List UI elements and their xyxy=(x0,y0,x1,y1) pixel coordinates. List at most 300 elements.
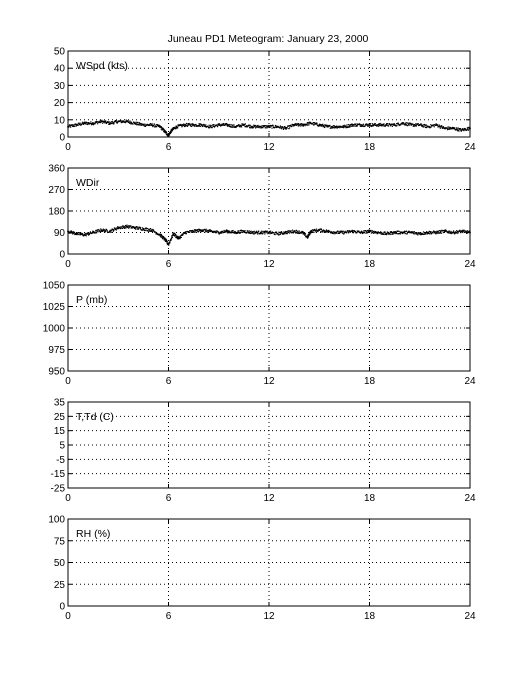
data-point xyxy=(355,124,356,125)
data-point xyxy=(113,229,114,230)
data-point xyxy=(74,126,75,127)
data-point xyxy=(154,123,155,124)
data-point xyxy=(448,129,449,130)
data-point xyxy=(312,232,313,233)
x-tick-label: 18 xyxy=(363,493,376,504)
data-point xyxy=(287,231,288,232)
data-point xyxy=(432,232,433,233)
data-point xyxy=(246,232,247,233)
data-point xyxy=(184,126,185,127)
data-point xyxy=(194,231,195,232)
data-point xyxy=(367,124,368,125)
x-tick-label: 6 xyxy=(165,611,172,622)
data-point xyxy=(336,125,337,126)
data-point xyxy=(424,124,425,125)
data-point xyxy=(79,232,80,233)
x-tick-label: 24 xyxy=(464,142,476,153)
data-point xyxy=(425,233,426,234)
data-point xyxy=(307,238,308,239)
data-point xyxy=(102,123,103,124)
data-point xyxy=(434,231,435,232)
y-tick-label: 90 xyxy=(53,228,65,239)
data-point xyxy=(393,233,394,234)
data-point xyxy=(410,123,411,124)
data-point xyxy=(312,123,313,124)
data-point xyxy=(135,227,136,228)
data-point xyxy=(309,234,310,235)
data-point xyxy=(253,233,254,234)
data-point xyxy=(223,123,224,124)
data-point xyxy=(206,229,207,230)
data-point xyxy=(418,123,419,124)
data-point xyxy=(387,123,388,124)
data-point xyxy=(281,231,282,232)
data-point xyxy=(185,231,186,232)
data-point xyxy=(439,124,440,125)
data-point xyxy=(245,123,246,124)
data-point xyxy=(466,231,467,232)
data-point xyxy=(429,126,430,127)
y-tick-label: 25 xyxy=(53,411,65,423)
data-point xyxy=(95,232,96,233)
panel-1 xyxy=(48,164,476,271)
data-point xyxy=(168,245,169,246)
data-point xyxy=(70,232,71,233)
data-point xyxy=(152,123,153,124)
data-point xyxy=(372,230,373,231)
data-point xyxy=(333,233,334,234)
data-point xyxy=(137,227,138,228)
data-point xyxy=(109,121,110,122)
y-tick-label: 75 xyxy=(53,536,65,548)
data-point xyxy=(255,127,256,128)
data-point xyxy=(469,232,471,234)
data-point xyxy=(169,134,170,135)
data-point xyxy=(191,126,192,127)
x-tick-label: 6 xyxy=(165,493,172,504)
data-point xyxy=(226,123,227,124)
data-point xyxy=(449,231,450,232)
y-tick-label: -15 xyxy=(50,469,65,481)
data-point xyxy=(327,231,328,232)
data-point xyxy=(104,229,105,230)
data-point xyxy=(282,127,283,128)
data-point xyxy=(150,228,151,229)
data-point xyxy=(189,124,190,125)
data-point xyxy=(313,232,314,233)
data-point xyxy=(145,230,146,231)
data-point xyxy=(199,124,200,125)
data-point xyxy=(78,124,79,125)
data-point xyxy=(380,233,381,234)
data-point xyxy=(290,230,291,231)
data-point xyxy=(397,233,398,234)
data-point xyxy=(353,232,354,233)
data-point xyxy=(408,125,409,126)
data-point xyxy=(357,125,358,126)
data-point xyxy=(262,233,263,234)
data-point xyxy=(457,233,458,234)
data-point xyxy=(170,240,171,241)
data-point xyxy=(129,227,130,228)
data-point xyxy=(80,123,81,124)
data-point xyxy=(329,125,330,126)
data-point xyxy=(338,231,339,232)
data-point xyxy=(406,231,407,232)
data-point xyxy=(252,231,253,232)
data-point xyxy=(458,130,459,131)
data-point xyxy=(298,230,299,231)
data-point xyxy=(270,231,271,232)
panel-label: P (mb) xyxy=(76,294,108,306)
data-point xyxy=(136,122,137,123)
data-point xyxy=(378,126,379,127)
data-point xyxy=(251,231,252,232)
data-point xyxy=(394,123,395,124)
data-point xyxy=(262,125,263,126)
data-point xyxy=(363,232,364,233)
data-point xyxy=(85,235,86,236)
data-point xyxy=(306,123,307,124)
data-point xyxy=(140,123,141,124)
data-point xyxy=(183,123,184,124)
data-point xyxy=(167,241,168,242)
y-tick-label: 0 xyxy=(59,249,65,261)
data-point xyxy=(364,126,365,127)
data-point xyxy=(460,128,461,129)
data-point xyxy=(469,128,471,130)
y-tick-label: 30 xyxy=(53,80,65,92)
data-point xyxy=(113,122,114,123)
data-point xyxy=(135,229,136,230)
data-point xyxy=(75,126,76,127)
data-point xyxy=(175,235,176,236)
data-point xyxy=(298,123,299,124)
data-point xyxy=(388,125,389,126)
x-tick-label: 18 xyxy=(363,259,376,270)
data-point xyxy=(458,128,459,129)
data-point xyxy=(450,232,451,233)
x-tick-label: 0 xyxy=(65,259,71,270)
y-tick-label: 360 xyxy=(48,163,65,175)
data-point xyxy=(416,125,417,126)
data-point xyxy=(294,230,295,231)
data-point xyxy=(222,125,223,126)
data-point xyxy=(448,126,449,127)
data-point xyxy=(380,123,381,124)
data-point xyxy=(172,130,173,131)
data-point xyxy=(254,126,255,127)
data-point xyxy=(86,235,87,236)
data-point xyxy=(129,122,130,123)
data-point xyxy=(137,122,138,123)
x-tick-label: 24 xyxy=(464,376,476,387)
data-point xyxy=(271,128,272,129)
data-point xyxy=(106,123,107,124)
y-tick-label: 25 xyxy=(53,579,65,591)
data-point xyxy=(426,127,427,128)
data-point xyxy=(296,125,297,126)
x-tick-label: 24 xyxy=(464,493,476,504)
data-point xyxy=(305,233,306,234)
data-point xyxy=(120,228,121,229)
data-point xyxy=(274,234,275,235)
data-point xyxy=(147,228,148,229)
data-point xyxy=(369,126,370,127)
data-point xyxy=(364,232,365,233)
data-point xyxy=(262,127,263,128)
data-point xyxy=(273,232,274,233)
data-point xyxy=(438,231,439,232)
x-tick-label: 0 xyxy=(65,493,71,504)
data-point xyxy=(280,232,281,233)
data-point xyxy=(316,123,317,124)
data-point xyxy=(370,231,371,232)
data-point xyxy=(348,232,349,233)
y-tick-label: -5 xyxy=(56,454,65,466)
panel-4 xyxy=(48,515,476,623)
data-point xyxy=(205,231,206,232)
data-point xyxy=(413,233,414,234)
panel-3 xyxy=(51,398,476,505)
panel-label: WDir xyxy=(76,177,100,189)
y-tick-label: 950 xyxy=(48,366,65,378)
data-point xyxy=(132,123,133,124)
data-point xyxy=(399,231,400,232)
data-point xyxy=(391,232,392,233)
data-point xyxy=(372,123,373,124)
data-point xyxy=(370,123,371,124)
data-point xyxy=(90,231,91,232)
data-point xyxy=(105,231,106,232)
data-point xyxy=(240,232,241,233)
data-point xyxy=(144,124,145,125)
data-point xyxy=(297,124,298,125)
data-point xyxy=(403,123,404,124)
data-point xyxy=(129,120,130,121)
data-point xyxy=(116,229,117,230)
data-point xyxy=(78,234,79,235)
data-point xyxy=(348,124,349,125)
data-point xyxy=(125,228,126,229)
data-point xyxy=(207,126,208,127)
data-point xyxy=(278,234,279,235)
data-point xyxy=(302,231,303,232)
data-point xyxy=(383,123,384,124)
data-point xyxy=(186,233,187,234)
data-point xyxy=(365,233,366,234)
y-tick-label: 0 xyxy=(59,601,65,613)
data-point xyxy=(241,126,242,127)
data-point xyxy=(107,230,108,231)
data-point xyxy=(257,233,258,234)
data-point xyxy=(429,233,430,234)
data-point xyxy=(462,230,463,231)
data-point xyxy=(130,225,131,226)
data-point xyxy=(358,231,359,232)
data-point xyxy=(191,232,192,233)
data-point xyxy=(320,231,321,232)
data-point xyxy=(233,230,234,231)
data-point xyxy=(177,127,178,128)
data-point xyxy=(326,126,327,127)
data-point xyxy=(396,125,397,126)
x-tick-label: 6 xyxy=(165,259,172,270)
data-point xyxy=(152,231,153,232)
panel-0 xyxy=(54,47,476,154)
data-point xyxy=(400,124,401,125)
data-point xyxy=(212,127,213,128)
data-point xyxy=(400,233,401,234)
data-point xyxy=(171,132,172,133)
data-point xyxy=(208,231,209,232)
data-point xyxy=(244,230,245,231)
data-point xyxy=(289,127,290,128)
data-point xyxy=(219,123,220,124)
data-point xyxy=(213,124,214,125)
data-point xyxy=(397,230,398,231)
data-point xyxy=(189,232,190,233)
y-tick-label: 40 xyxy=(53,63,65,75)
data-point xyxy=(280,234,281,235)
data-point xyxy=(386,233,387,234)
x-tick-label: 12 xyxy=(263,259,275,270)
data-point xyxy=(179,238,180,239)
y-tick-label: 35 xyxy=(53,397,65,409)
x-tick-label: 18 xyxy=(363,142,376,153)
data-point xyxy=(343,233,344,234)
data-point xyxy=(361,231,362,232)
y-tick-label: 1025 xyxy=(42,302,65,313)
data-point xyxy=(207,232,208,233)
data-point xyxy=(153,125,154,126)
x-tick-label: 18 xyxy=(363,611,376,622)
y-tick-label: 270 xyxy=(48,185,65,196)
data-point xyxy=(276,232,277,233)
data-point xyxy=(171,238,172,239)
data-point xyxy=(363,124,364,125)
data-point xyxy=(284,127,285,128)
data-point xyxy=(466,233,467,234)
data-point xyxy=(86,234,87,235)
data-point xyxy=(423,126,424,127)
data-point xyxy=(183,234,184,235)
data-point xyxy=(336,232,337,233)
data-point xyxy=(406,122,407,123)
data-point xyxy=(190,124,191,125)
data-point xyxy=(181,237,182,238)
data-point xyxy=(322,231,323,232)
data-point xyxy=(120,226,121,227)
data-point xyxy=(440,128,441,129)
x-tick-label: 0 xyxy=(65,142,71,153)
data-point xyxy=(220,231,221,232)
data-point xyxy=(203,230,204,231)
y-tick-label: 1000 xyxy=(42,323,65,335)
data-point xyxy=(292,230,293,231)
x-tick-label: 12 xyxy=(263,376,275,387)
data-point xyxy=(308,236,309,237)
y-tick-label: 975 xyxy=(48,345,65,356)
data-point xyxy=(249,230,250,231)
data-point xyxy=(155,231,156,232)
data-point xyxy=(321,229,322,230)
data-point xyxy=(324,127,325,128)
panel-label: WSpd (kts) xyxy=(76,60,128,72)
data-point xyxy=(417,234,418,235)
data-point xyxy=(174,127,175,128)
data-point xyxy=(270,233,271,234)
y-tick-label: 5 xyxy=(59,440,65,452)
x-tick-label: 0 xyxy=(65,376,71,387)
data-point xyxy=(105,120,106,121)
y-tick-label: 10 xyxy=(53,115,65,127)
data-point xyxy=(355,231,356,232)
data-point xyxy=(337,231,338,232)
data-point xyxy=(288,232,289,233)
data-point xyxy=(287,127,288,128)
y-tick-label: 50 xyxy=(53,46,65,58)
data-point xyxy=(390,234,391,235)
figure-title: Juneau PD1 Meteogram: January 23, 2000 xyxy=(167,33,369,45)
data-point xyxy=(143,228,144,229)
data-point xyxy=(156,126,157,127)
data-point xyxy=(389,232,390,233)
data-point xyxy=(294,125,295,126)
data-point xyxy=(237,230,238,231)
data-point xyxy=(198,123,199,124)
x-tick-label: 6 xyxy=(165,376,172,387)
x-tick-label: 0 xyxy=(65,611,71,622)
data-point xyxy=(78,123,79,124)
data-point xyxy=(307,125,308,126)
data-point xyxy=(281,128,282,129)
data-point xyxy=(443,232,444,233)
x-tick-label: 12 xyxy=(263,493,275,504)
data-point xyxy=(291,126,292,127)
data-point xyxy=(353,126,354,127)
data-point xyxy=(405,233,406,234)
data-point xyxy=(111,231,112,232)
x-tick-label: 24 xyxy=(464,259,476,270)
data-point xyxy=(460,232,461,233)
data-point xyxy=(139,123,140,124)
data-point xyxy=(186,123,187,124)
data-point xyxy=(172,237,173,238)
data-point xyxy=(122,228,123,229)
data-point xyxy=(349,126,350,127)
data-point xyxy=(144,230,145,231)
data-point xyxy=(316,229,317,230)
data-point xyxy=(383,234,384,235)
panel-label: T,Td (C) xyxy=(76,411,114,423)
data-point xyxy=(226,229,227,230)
data-point xyxy=(205,124,206,125)
data-point xyxy=(441,126,442,127)
data-point xyxy=(82,233,83,234)
data-point xyxy=(439,233,440,234)
data-point xyxy=(113,123,114,124)
data-point xyxy=(257,232,258,233)
data-point xyxy=(270,127,271,128)
data-point xyxy=(199,126,200,127)
data-point xyxy=(233,124,234,125)
y-tick-label: 1050 xyxy=(42,280,65,292)
data-point xyxy=(392,126,393,127)
data-point xyxy=(217,126,218,127)
data-point xyxy=(279,127,280,128)
data-point xyxy=(211,125,212,126)
